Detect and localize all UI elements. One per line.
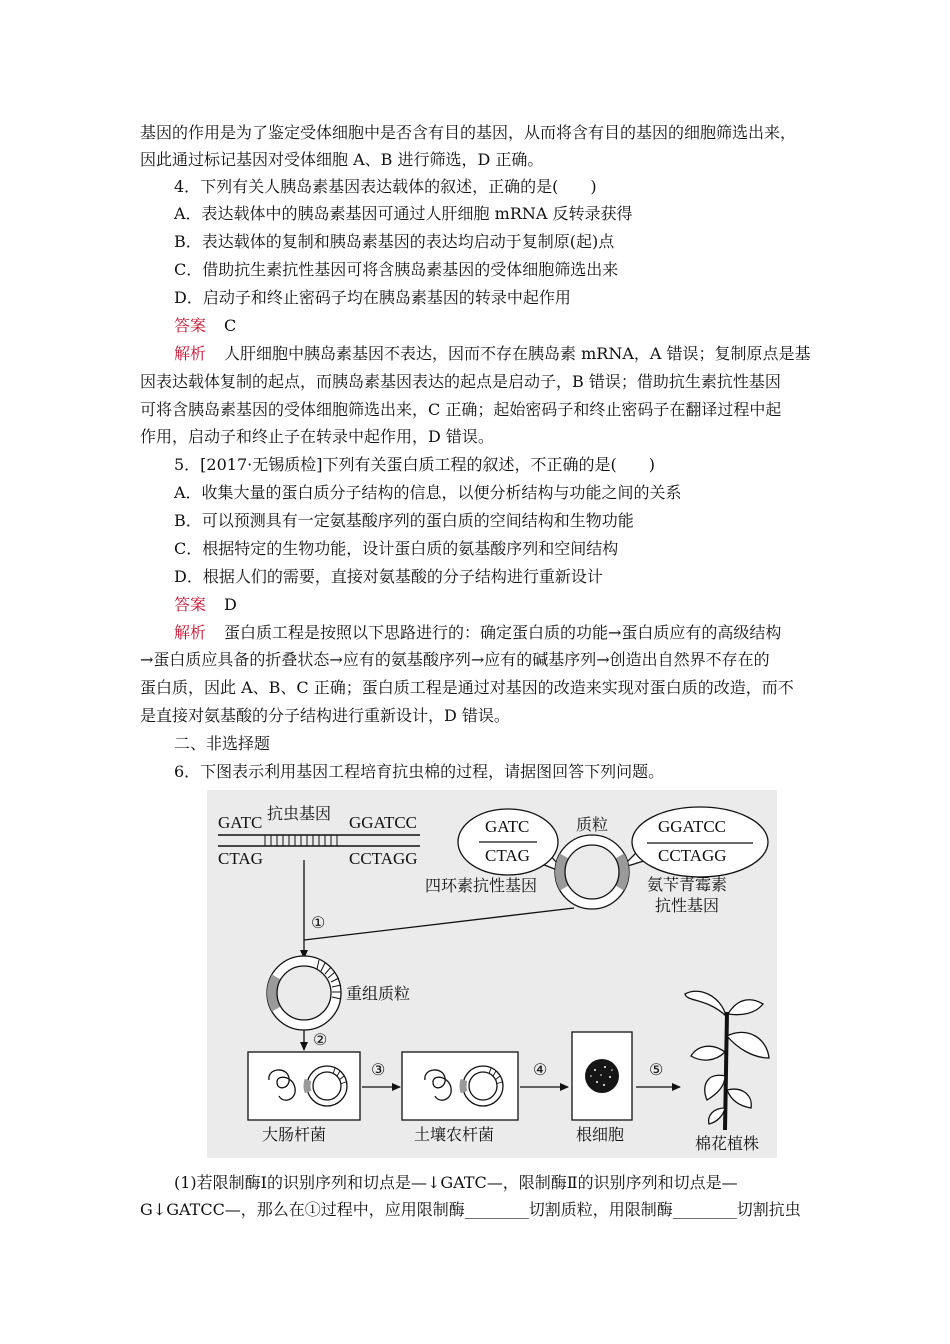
bubble-left-bottom-seq: CTAG [485, 846, 530, 865]
q6-sub1-line-2: G↓GATCC—，那么在①过程中，应用限制酶________切割质粒，用限制酶________切割抗虫 [140, 1200, 801, 1219]
q5-answer [174, 595, 237, 615]
q4-analysis-line-4: 作用，启动子和终止子在转录中起作用，D 错误。 [140, 427, 494, 446]
q5-analysis-line-4: 是直接对氨基酸的分子结构进行重新设计，D 错误。 [140, 706, 510, 725]
q6-sub1-line-1: (1)若限制酶Ⅰ的识别序列和切点是—↓GATC—，限制酶Ⅱ的识别序列和切点是— [174, 1173, 738, 1192]
q5-analysis-text-1: 蛋白质工程是按照以下思路进行的：确定蛋白质的功能→蛋白质应有的高级结构 [224, 623, 782, 642]
step1-label: ① [311, 913, 326, 932]
gene-left-bottom-seq: CTAG [218, 849, 263, 868]
bubble-right-top-seq: GGATCC [658, 817, 727, 836]
continuation-line-1: 基因的作用是为了鉴定受体细胞中是否含有目的基因，从而将含有目的基因的细胞筛选出来， [140, 123, 797, 142]
ecoli-box [248, 1052, 360, 1120]
gene-right-bottom-seq: CCTAGG [349, 849, 418, 868]
amp-resistance-label-2: 抗性基因 [655, 896, 720, 915]
q4-option-a: A．表达载体中的胰岛素基因可通过人肝细胞 mRNA 反转录获得 [174, 204, 633, 223]
tet-resistance-label: 四环素抗性基因 [425, 876, 538, 895]
recombinant-plasmid-label: 重组质粒 [346, 984, 411, 1003]
q5-option-a: A．收集大量的蛋白质分子结构的信息，以便分析结构与功能之间的关系 [174, 483, 682, 502]
q5-option-d: D．根据人们的需要，直接对氨基酸的分子结构进行重新设计 [174, 567, 603, 586]
agrobacterium-box [402, 1052, 518, 1120]
q4-analysis-line-1 [174, 344, 811, 364]
q4-analysis-text-1: 人肝细胞中胰岛素基因不表达，因而不存在胰岛素 mRNA，A 错误；复制原点是基 [224, 344, 811, 363]
step2-label: ② [313, 1030, 328, 1049]
q4-answer-value: C [224, 316, 237, 335]
q4-option-d: D．启动子和终止密码子均在胰岛素基因的转录中起作用 [174, 288, 571, 307]
q5-analysis-line-3: 蛋白质，因此 A、B、C 正确；蛋白质工程是通过对基因的改造来实现对蛋白质的改造，而不 [140, 678, 794, 697]
step4-label: ④ [533, 1060, 548, 1079]
recombinant-plasmid-ring [267, 956, 341, 1030]
continuation-line-2: 因此通过标记基因对受体细胞 A、B 进行筛选，D 正确。 [140, 150, 544, 169]
q5-answer-label: 答案 [174, 595, 207, 614]
bubble-right-bottom-seq: CCTAGG [658, 846, 727, 865]
q4-answer-label: 答案 [174, 316, 207, 335]
amp-resistance-label-1: 氨苄青霉素 [647, 875, 728, 894]
step3-label: ③ [371, 1060, 386, 1079]
q5-option-c: C．根据特定的生物功能，设计蛋白质的氨基酸序列和空间结构 [174, 539, 619, 558]
q4-analysis-label: 解析 [174, 344, 207, 363]
section-heading: 二、非选择题 [174, 734, 271, 753]
agrobacterium-label: 土壤农杆菌 [414, 1125, 495, 1144]
gene-label: 抗虫基因 [267, 804, 332, 823]
plasmid-ring [555, 835, 629, 909]
bubble-left-top-seq: GATC [485, 817, 530, 836]
q5-answer-value: D [224, 595, 237, 614]
q4-option-b: B．表达载体的复制和胰岛素基因的表达均启动于复制原(起)点 [174, 232, 615, 251]
step5-label: ⑤ [649, 1060, 664, 1079]
q4-analysis-line-2: 因表达载体复制的起点，而胰岛素基因表达的起点是启动子，B 错误；借助抗生素抗性基因 [140, 372, 781, 391]
q5-analysis-label: 解析 [174, 623, 207, 642]
q6-stem: 6．下图表示利用基因工程培育抗虫棉的过程，请据图回答下列问题。 [174, 762, 665, 781]
q4-analysis-line-3: 可将含胰岛素基因的受体细胞筛选出来，C 正确；起始密码子和终止密码子在翻译过程中起 [140, 400, 782, 419]
q5-analysis-line-1 [174, 623, 781, 643]
gene-left-top-seq: GATC [218, 813, 263, 832]
ecoli-label: 大肠杆菌 [262, 1125, 327, 1144]
root-cell-label: 根细胞 [576, 1125, 625, 1144]
q5-option-b: B．可以预测具有一定氨基酸序列的蛋白质的空间结构和生物功能 [174, 511, 634, 530]
q4-stem: 4．下列有关人胰岛素基因表达载体的叙述，正确的是( ) [174, 177, 597, 196]
root-cell-box [572, 1032, 632, 1120]
cotton-plant-label: 棉花植株 [695, 1134, 760, 1153]
q5-analysis-line-2: →蛋白质应具备的折叠状态→应有的氨基酸序列→应有的碱基序列→创造出自然界不存在的 [140, 650, 770, 669]
q5-stem: 5．[2017·无锡质检]下列有关蛋白质工程的叙述，不正确的是( ) [174, 455, 655, 474]
q4-answer [174, 316, 236, 336]
plasmid-label: 质粒 [576, 815, 609, 834]
q4-option-c: C．借助抗生素抗性基因可将含胰岛素基因的受体细胞筛选出来 [174, 260, 619, 279]
gene-right-top-seq: GGATCC [349, 813, 418, 832]
gene-engineering-figure [207, 790, 777, 1158]
